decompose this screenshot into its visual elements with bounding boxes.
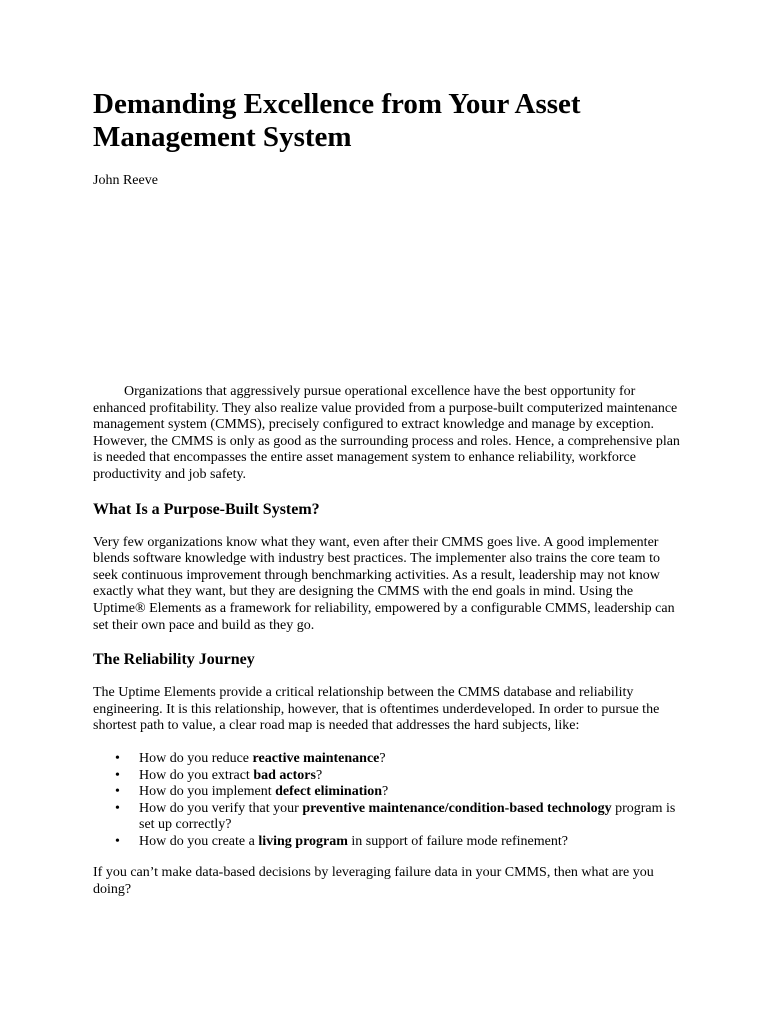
reliability-journey-paragraph: The Uptime Elements provide a critical relationship between the CMMS database and reliability engineering. It is this relationship, however, that is oftentimes underdeveloped. In order to pursue the shortest path to value, a clear road map is needed that addresses the hard subjects, like: — [93, 685, 660, 734]
list-item: • How do you extract bad actors? — [139, 768, 683, 785]
intro-paragraph: Organizations that aggressively pursue operational excellence have the best opportunity for enhanced profitability. They also realize value provided from a purpose-built computerized maintenance management system (CMMS), precisely configured to extract knowledge and manage by exception. However, the CMMS is only as good as the surrounding process and roles. Hence, a comprehensive plan is needed that encompasses the entire asset management system to enhance reliability, workforce productivity and job safety. — [93, 384, 680, 482]
closing-paragraph: If you can’t make data-based decisions by leveraging failure data in your CMMS, then what are you doing? — [93, 865, 654, 898]
list-item: • How do you reduce reactive maintenance? — [139, 751, 683, 768]
article-body — [93, 384, 683, 899]
section-heading-reliability-journey: The Reliability Journey — [93, 651, 255, 669]
list-item: • How do you create a living program in support of failure mode refinement? — [139, 834, 683, 851]
author-name: John Reeve — [93, 173, 158, 188]
section-heading-purpose-built: What Is a Purpose-Built System? — [93, 500, 320, 518]
list-item: • How do you verify that your preventive maintenance/condition-based technology program is set up correctly? — [139, 801, 683, 834]
question-list — [93, 751, 683, 851]
page-title: Demanding Excellence from Your Asset Management System — [93, 88, 581, 153]
purpose-built-paragraph: Very few organizations know what they want, even after their CMMS goes live. A good implementer blends software knowledge with industry best practices. The implementer also trains the core team to seek continuous improvement through benchmarking activities. As a result, leadership may not know exactly what they want, but they are designing the CMMS with the end goals in mind. Using the Uptime® Elements as a framework for reliability, empowered by a configurable CMMS, leadership can set their own pace and build as they go. — [93, 534, 675, 633]
list-item: • How do you implement defect elimination? — [139, 784, 683, 801]
